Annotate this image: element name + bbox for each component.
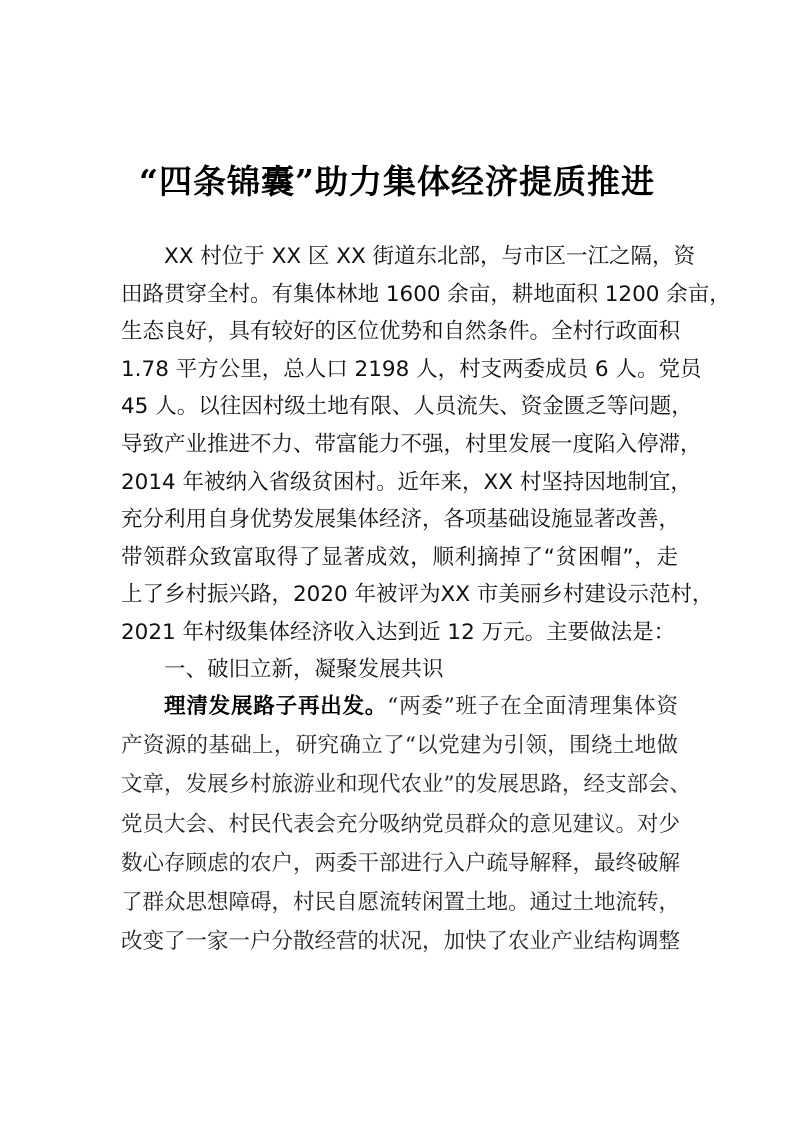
intro-paragraph [121,238,731,652]
lead-sentence: 理清发展路子再出发。 [164,694,388,719]
text-line: 2014 年被纳入省级贫困村。近年来，XX 村坚持因地制宜， [121,469,692,495]
text-line: 党员大会、村民代表会充分吸纳党员群众的意见建议。对少 [121,811,681,837]
text-line: XX 村位于 XX 区 XX 街道东北部，与市区一江之隔，资 [164,244,696,269]
text-line: 数心存顾虑的农户，两委干部进行入户疏导解释，最终破解 [121,850,681,876]
document-title: “四条锦囊”助力集体经济提质推进 [139,162,655,201]
text-line [121,687,678,726]
text-line: 1.78 平方公里，总人口 2198 人，村支两委成员 6 人。党员 [121,356,702,382]
text-line: 产资源的基础上，研究确立了“以党建为引领，围绕土地做 [121,733,678,759]
text-line: 上了乡村振兴路，2020 年被评为XX 市美丽乡村建设示范村， [121,582,714,608]
text-line: 2021 年村级集体经济收入达到近 12 万元。主要做法是： [121,619,676,645]
text-line: 带领群众致富取得了显著成效，顺利摘掉了“贫困帽”，走 [121,544,678,570]
text-line: 导致产业推进不力、带富能力不强，村里发展一度陷入停滞， [121,431,702,457]
text-line: 文章，发展乡村旅游业和现代农业”的发展思路，经支部会、 [121,772,691,798]
text-line: 充分利用自身优势发展集体经济，各项基础设施显著改善， [121,507,681,533]
text-line: 生态良好，具有较好的区位优势和自然条件。全村行政面积 [121,319,681,345]
text-span: “两委”班子在全面清理集体资 [387,694,678,719]
section-heading: 一、破旧立新，凝聚发展共识 [164,657,444,682]
text-line: 45 人。以往因村级土地有限、人员流失、资金匮乏等问题， [121,394,693,420]
text-line: 田路贯穿全村。有集体林地 1600 余亩，耕地面积 1200 余亩， [121,281,731,307]
text-line: 了群众思想障碍，村民自愿流转闲置土地。通过土地流转， [121,889,681,915]
text-line: 改变了一家一户分散经营的状况，加快了农业产业结构调整 [121,929,681,955]
section-paragraph [121,687,691,961]
